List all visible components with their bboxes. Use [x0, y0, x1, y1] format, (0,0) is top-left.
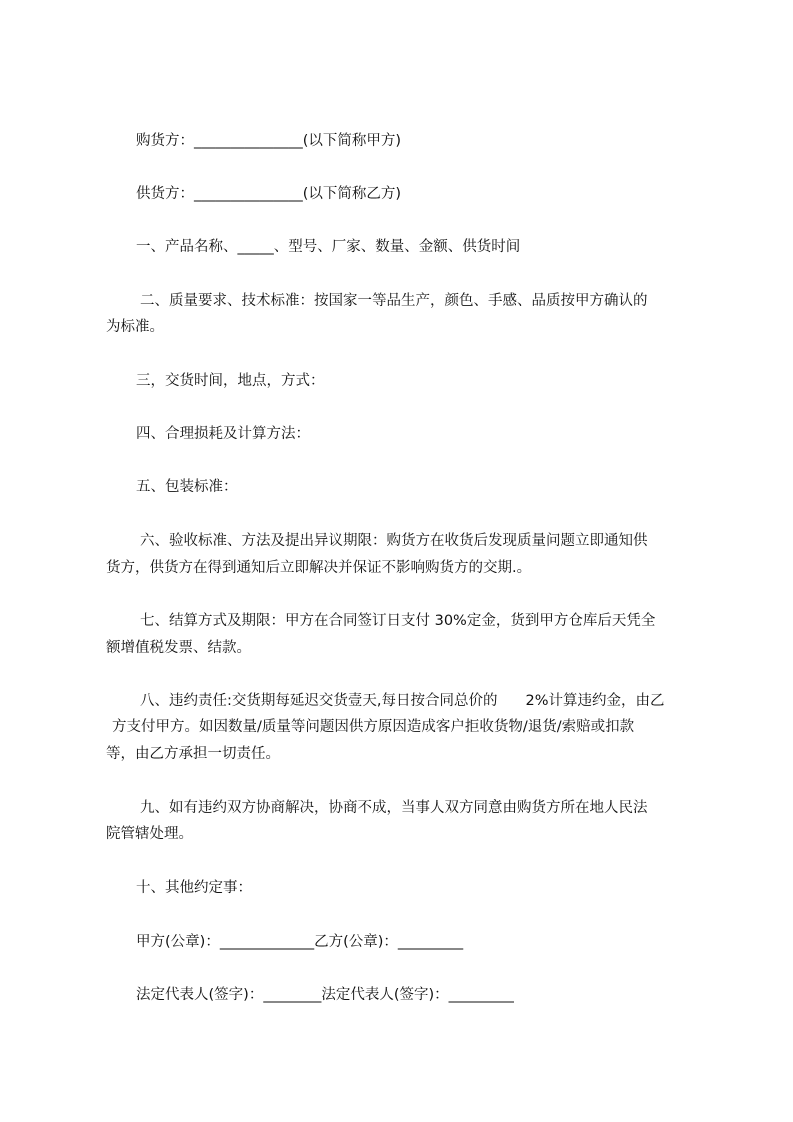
clause-5: 五、包装标准： [136, 479, 238, 495]
party-b-seal-label: 乙方(公章)： [314, 934, 398, 950]
party-a-seal-label: 甲方(公章)： [136, 934, 220, 950]
seal-line [136, 932, 463, 952]
clause-4: 四、合理损耗及计算方法： [136, 426, 310, 442]
clause-9-line-2: 院管辖处理。 [106, 826, 193, 842]
party-a-rep-label: 法定代表人(签字)： [136, 987, 264, 1003]
buyer-line [136, 131, 401, 151]
party-a-seal-blank: _____________ [219, 934, 315, 950]
supplier-line [136, 184, 401, 204]
party-b-seal-blank: _________ [397, 934, 464, 950]
supplier-blank: _______________ [194, 186, 303, 202]
buyer-blank: _______________ [194, 133, 303, 149]
clause-6-line-1: 六、验收标准、方法及提出异议期限：购货方在收货后发现质量问题立即通知供 [140, 533, 648, 549]
buyer-label: 购货方： [136, 133, 194, 149]
clause-1-blank: _____ [237, 239, 274, 255]
buyer-note: (以下简称甲方) [302, 133, 402, 149]
clause-8-line-2: 方支付甲方。如因数量/质量等问题因供方原因造成客户拒收货物/退货/索赔或扣款 [112, 719, 635, 735]
clause-1 [136, 237, 520, 257]
clause-2-line-1: 二、质量要求、技术标准：按国家一等品生产，颜色、手感、品质按甲方确认的 [140, 293, 648, 309]
clause-1-text-b: 、型号、厂家、数量、金额、供货时间 [273, 239, 521, 255]
clause-6-line-2: 货方，供货方在得到通知后立即解决并保证不影响购货方的交期.。 [106, 560, 532, 576]
party-b-rep-blank: _________ [448, 987, 514, 1003]
clause-1-text-a: 一、产品名称、 [136, 239, 238, 255]
clause-2-line-2: 为标准。 [106, 319, 164, 335]
supplier-label: 供货方： [136, 186, 194, 202]
clause-8-line-3: 等，由乙方承担一切责任。 [106, 746, 280, 762]
clause-8-text-a: 八、违约责任:交货期每延迟交货壹天,每日按合同总价的 [140, 693, 498, 709]
clause-8-line-1 [140, 691, 665, 711]
party-b-rep-label: 法定代表人(签字)： [321, 987, 449, 1003]
clause-3: 三，交货时间，地点，方式： [136, 373, 325, 389]
clause-7-line-1: 七、结算方式及期限：甲方在合同签订日支付 30%定金，货到甲方仓库后天凭全 [140, 613, 656, 629]
clause-7-line-2: 额增值税发票、结款。 [106, 640, 251, 656]
clause-9-line-1: 九、如有违约双方协商解决，协商不成，当事人双方同意由购货方所在地人民法 [140, 800, 648, 816]
party-a-rep-blank: ________ [263, 987, 322, 1003]
representative-line [136, 985, 514, 1005]
clause-10: 十、其他约定事： [136, 880, 252, 896]
supplier-note: (以下简称乙方) [302, 186, 402, 202]
clause-8-text-b: 2%计算违约金，由乙 [525, 693, 665, 709]
